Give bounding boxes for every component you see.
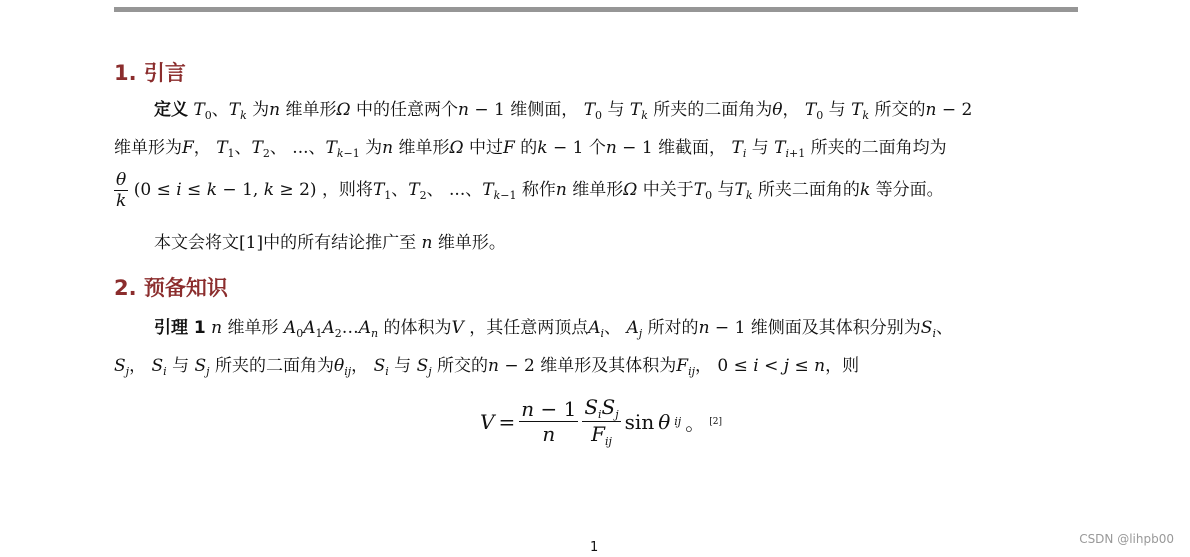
text: 的体积为 xyxy=(383,318,452,338)
fraction-si-sj-over-fij: $\frac{S_iS_j}{F_{ij}}$ xyxy=(584,395,619,448)
text: ，其任意两顶点 xyxy=(469,318,589,338)
text: 本文会将文[1]中的所有结论推广至 xyxy=(154,233,417,253)
text: ， xyxy=(782,100,800,120)
watermark: CSDN @lihpb00 xyxy=(1079,532,1174,546)
text: 中关于 xyxy=(642,180,694,200)
definition-label: 定义 xyxy=(154,100,188,120)
lemma-label: 引理 1 xyxy=(154,318,206,338)
volume-formula: V = $\frac{n - 1}{n}$ $\frac{S_iS_j}{F_{ij}}$ sin θ ij 。 [2] xyxy=(480,395,722,448)
section-number: 2. xyxy=(114,276,137,300)
text: 维单形 xyxy=(572,180,624,200)
text: 、 xyxy=(391,180,409,200)
text: 维截面， xyxy=(658,138,727,158)
text: 称作 xyxy=(521,180,556,200)
text: 的 xyxy=(520,138,538,158)
definition-line-3: $\frac{\theta}{k}$ (0 ≤ i ≤ k − 1, k ≥ 2) ，则将$T_1$、$T_2$、 ...、$T_{k-1}$ 称作n 维单形Ω 中关于$T_0$ 与$T_k$ 所夹二面角的k 等分面。 xyxy=(116,170,944,211)
text: ，则将 xyxy=(321,180,373,200)
text: 与 xyxy=(394,356,412,376)
text: 、 ...、 xyxy=(269,138,326,158)
text: 为 xyxy=(365,138,383,158)
text: 维单形及其体积为 xyxy=(540,356,677,376)
text: 维单形 xyxy=(285,100,337,120)
definition-line-1: 定义 $T_0$、$T_k$ 为n 维单形Ω 中的任意两个n − 1 维侧面， $T_0$ 与 $T_k$ 所夹的二面角为θ， $T_0$ 与 $T_k$ 所交的n − 2 xyxy=(154,100,973,122)
text: 所夹二面角的 xyxy=(757,180,860,200)
text: ， xyxy=(193,138,211,158)
section-title: 预备知识 xyxy=(143,276,228,300)
text: ， xyxy=(351,356,369,376)
text: 所交的 xyxy=(874,100,926,120)
definition-line-2: 维单形为F， $T_1$、$T_2$、 ...、$T_{k-1}$ 为n 维单形Ω 中过F 的k − 1 个n − 1 维截面， $T_i$ 与 $T_{i+1}$ 所夹的二面角均为 xyxy=(114,138,947,160)
text: 所对的 xyxy=(647,318,699,338)
top-rule xyxy=(114,7,1078,12)
text: 为 xyxy=(252,100,270,120)
text: 、 xyxy=(234,138,252,158)
text: 中的任意两个 xyxy=(356,100,459,120)
text: 等分面。 xyxy=(875,180,944,200)
text: 维单形 xyxy=(227,318,279,338)
text: 维单形 xyxy=(398,138,450,158)
text: 维单形。 xyxy=(437,233,506,253)
citation-ref[interactable]: [2] xyxy=(709,416,722,427)
text: 与 xyxy=(607,100,625,120)
text: ，则 xyxy=(825,356,860,376)
intro-sentence: 本文会将文[1]中的所有结论推广至 n 维单形。 xyxy=(154,233,506,253)
text: 。 xyxy=(685,411,706,435)
section-title: 引言 xyxy=(143,61,186,85)
page-number: 1 xyxy=(590,540,599,555)
lemma-line-1: 引理 1 n 维单形 $A_0A_1A_2\dots A_n$ 的体积为V ，其任意两顶点$A_i$、 $A_j$ 所对的n − 1 维侧面及其体积分别为$S_i$、 xyxy=(154,318,953,340)
text: 维侧面及其体积分别为 xyxy=(750,318,921,338)
text: ， xyxy=(695,356,713,376)
text: 所夹的二面角为 xyxy=(214,356,334,376)
text: 所夹的二面角均为 xyxy=(810,138,947,158)
section-number: 1. xyxy=(114,61,137,85)
section-heading-preliminaries xyxy=(114,272,228,302)
text: 所交的 xyxy=(437,356,489,376)
text: 、 ...、 xyxy=(426,180,483,200)
text: ， xyxy=(129,356,147,376)
text: 、 xyxy=(211,100,229,120)
text: 与 xyxy=(717,180,735,200)
fraction-theta-over-k: $\frac{\theta}{k}$ xyxy=(116,170,127,211)
text: 中过 xyxy=(469,138,504,158)
text: 个 xyxy=(588,138,606,158)
fraction-n-minus-1-over-n: $\frac{n - 1}{n}$ xyxy=(521,397,577,446)
text: 所夹的二面角为 xyxy=(653,100,773,120)
lemma-line-2: $S_j$， $S_i$ 与 $S_j$ 所夹的二面角为$\theta_{ij}$， $S_i$ 与 $S_j$ 所交的n − 2 维单形及其体积为$F_{ij}$， 0 ≤ i < j ≤ n，则 xyxy=(114,356,860,378)
text: 、 xyxy=(604,318,622,338)
text: 、 xyxy=(935,318,953,338)
text: 与 xyxy=(751,138,769,158)
text: 维侧面， xyxy=(510,100,579,120)
text: 维单形为 xyxy=(114,138,182,158)
text: 与 xyxy=(828,100,846,120)
section-heading-intro xyxy=(114,57,186,87)
text: 与 xyxy=(172,356,190,376)
